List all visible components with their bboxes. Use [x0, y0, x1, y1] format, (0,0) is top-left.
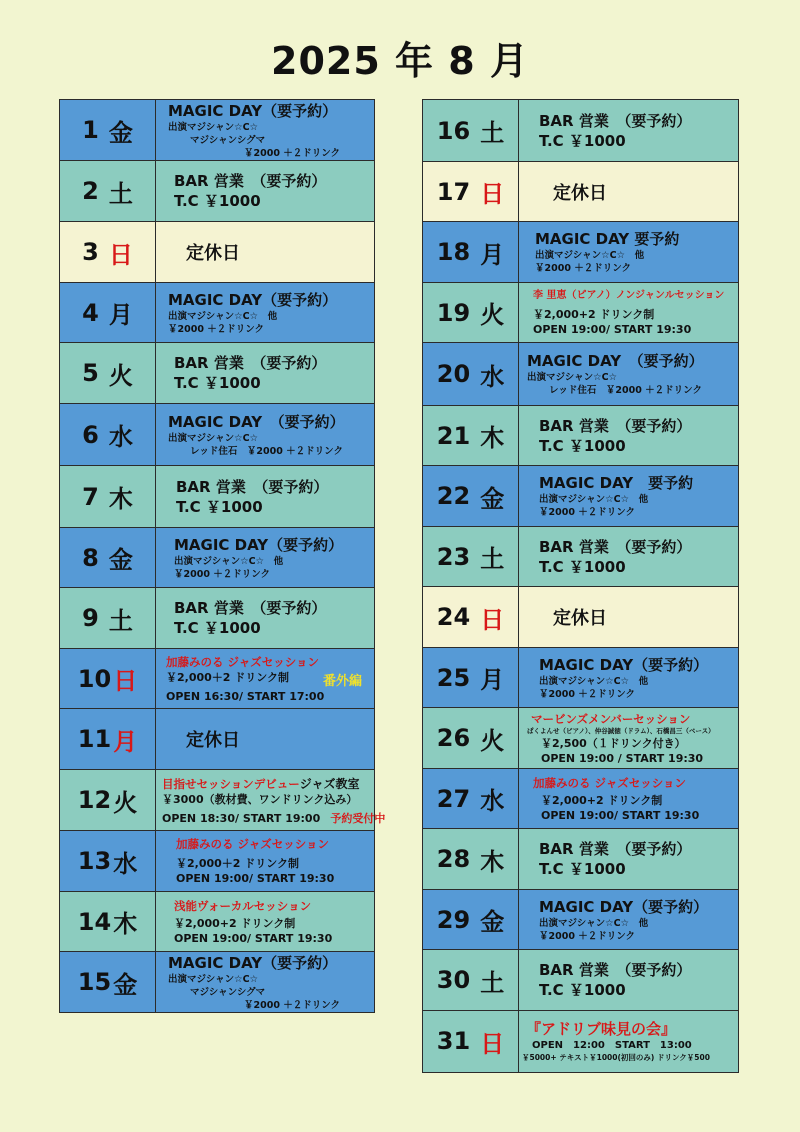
day-row-8 [59, 527, 375, 589]
date-cell [423, 708, 519, 768]
price-line: ￥2,000＋2 ドリンク制 [166, 670, 290, 684]
day-number: 21 [436, 421, 471, 450]
date-cell [60, 466, 156, 527]
day-row-26 [422, 707, 739, 769]
event-subtitle: ジャズ教室 [299, 777, 360, 791]
day-number: 31 [436, 1027, 471, 1055]
date-cell [60, 952, 156, 1012]
day-number: 25 [436, 663, 471, 692]
day-number: 9 [82, 604, 99, 632]
day-number: 16 [436, 116, 471, 145]
date-cell [423, 527, 519, 587]
day-number: 13 [77, 847, 112, 875]
closed-label: 定休日 [186, 243, 240, 264]
reservation-badge: 予約受付中 [330, 812, 386, 825]
page-title: 2025 年 8 月 [271, 39, 529, 83]
event-cell [519, 648, 738, 708]
event-title: BAR 営業 （要予約） [539, 416, 692, 435]
event-cell [519, 466, 738, 526]
event-cell [156, 892, 374, 952]
date-cell [423, 587, 519, 647]
price-line: T.C ￥1000 [539, 557, 626, 576]
schedule-column-right [422, 99, 739, 1071]
event-title: MAGIC DAY（要予約） [539, 897, 709, 916]
closed-label: 定休日 [186, 730, 240, 751]
day-number: 19 [436, 298, 471, 327]
weekday: 土 [480, 119, 505, 147]
special-badge: 番外編 [322, 673, 362, 689]
date-cell [60, 770, 156, 831]
event-cell [156, 649, 374, 709]
performer-line: 出演マジシャン☆C☆ [527, 372, 618, 383]
price-line: ￥2,000+2 ドリンク制 [533, 308, 655, 321]
time-line: OPEN 12:00 START 13:00 [532, 1039, 692, 1051]
price-line: ￥2000 ＋２ドリンク [244, 999, 341, 1011]
event-cell [519, 406, 738, 466]
price-line: ￥2000 ＋２ドリンク [539, 688, 636, 700]
day-number: 1 [82, 116, 99, 144]
members-line: ぱくよんせ（ピアノ）、仲谷誠徳（ドラム）、石橋昌三（ベース） [527, 726, 715, 735]
day-row-11 [59, 708, 375, 770]
day-row-23 [422, 526, 739, 588]
price-line: T.C ￥1000 [176, 497, 263, 516]
event-title: 『アドリブ味見の会』 [526, 1019, 677, 1038]
schedule-column-left [59, 99, 386, 1012]
time-line: OPEN 19:00/ START 19:30 [533, 323, 692, 336]
event-title: BAR 営業 （要予約） [174, 599, 327, 617]
performer-price-line: レッド住石 ￥2000 ＋２ドリンク [190, 445, 343, 457]
day-row-27 [422, 768, 739, 830]
weekday: 土 [108, 179, 133, 208]
day-row-1 [59, 99, 375, 161]
event-cell [156, 466, 374, 527]
event-title: 浅能ヴォーカルセッション [174, 898, 312, 913]
day-number: 5 [82, 359, 99, 387]
event-cell [156, 161, 374, 222]
performer-line: 出演マジシャン☆C☆ 他 [174, 555, 284, 567]
day-number: 12 [77, 786, 112, 814]
price-line: T.C ￥1000 [539, 436, 626, 455]
date-cell [60, 404, 156, 466]
price-line: ￥5000+ テキスト￥1000(初回のみ) ドリンク￥500 [522, 1052, 710, 1062]
date-cell [423, 162, 519, 222]
day-row-13 [59, 830, 375, 892]
weekday: 土 [480, 545, 505, 573]
weekday: 日 [108, 240, 133, 269]
date-cell [60, 343, 156, 403]
day-row-16 [422, 99, 739, 162]
date-cell [423, 343, 519, 405]
event-cell [519, 527, 738, 587]
time-line: OPEN 19:00/ START 19:30 [174, 931, 333, 945]
event-cell [519, 343, 738, 405]
day-number: 6 [82, 420, 99, 449]
day-number: 3 [82, 238, 99, 266]
day-number: 8 [82, 543, 99, 572]
event-title: BAR 営業 （要予約） [539, 111, 692, 130]
date-cell [60, 709, 156, 769]
event-cell [519, 587, 738, 647]
day-row-5 [59, 342, 375, 404]
event-cell [156, 770, 389, 831]
event-cell [519, 769, 738, 829]
day-row-6 [59, 403, 375, 467]
event-cell [519, 283, 738, 343]
event-cell [156, 588, 374, 648]
event-title: BAR 営業 （要予約） [174, 354, 327, 372]
day-number: 30 [436, 966, 471, 994]
price-line: ￥2,500（１ドリンク付き） [541, 736, 686, 750]
day-number: 11 [77, 725, 112, 753]
price-line: T.C ￥1000 [539, 981, 626, 999]
day-row-4 [59, 282, 375, 344]
event-cell [519, 1011, 738, 1072]
date-cell [423, 283, 519, 343]
day-row-24 [422, 586, 739, 648]
event-title: BAR 営業 （要予約） [539, 961, 692, 979]
day-row-14 [59, 891, 375, 953]
day-row-25 [422, 647, 739, 709]
event-cell [156, 343, 374, 403]
performer-price-line: レッド住石 ￥2000 ＋２ドリンク [549, 385, 702, 396]
performer-line: 出演マジシャン☆C☆ 他 [535, 250, 645, 261]
day-number: 23 [436, 542, 471, 571]
event-title: MAGIC DAY （要予約） [527, 352, 704, 370]
weekday: 水 [113, 849, 138, 878]
day-row-3 [59, 221, 375, 283]
event-title: BAR 営業 （要予約） [176, 477, 329, 496]
day-row-20 [422, 342, 739, 406]
date-cell [60, 222, 156, 282]
event-cell [156, 952, 374, 1012]
event-title: MAGIC DAY 要予約 [535, 230, 680, 248]
weekday: 木 [113, 910, 138, 938]
weekday: 金 [108, 118, 133, 147]
day-row-30 [422, 949, 739, 1011]
day-row-12 [59, 769, 386, 832]
day-row-28 [422, 828, 739, 890]
day-number: 10 [77, 664, 112, 693]
event-cell [156, 831, 374, 891]
weekday: 日 [480, 605, 505, 634]
event-title: 目指せセッションデビュー [162, 777, 300, 791]
day-number: 29 [436, 905, 471, 934]
event-cell [519, 162, 738, 222]
day-number: 17 [436, 177, 471, 206]
event-title: 李 里恵（ピアノ）ノンジャンルセッション [533, 290, 725, 301]
event-title: MAGIC DAY （要予約） [168, 412, 345, 431]
event-title: 加藤みのる ジャズセッション [166, 654, 320, 669]
weekday: 日 [480, 1029, 505, 1058]
time-line: OPEN 16:30/ START 17:00 [166, 689, 325, 703]
event-title: BAR 営業 （要予約） [539, 537, 692, 556]
time-line: OPEN 19:00/ START 19:30 [541, 808, 700, 822]
day-row-15 [59, 951, 375, 1013]
event-title: MAGIC DAY（要予約） [539, 655, 709, 674]
weekday: 金 [480, 908, 505, 936]
performer-line: 出演マジシャン☆C☆ 他 [539, 917, 649, 929]
day-row-2 [59, 160, 375, 223]
day-row-22 [422, 465, 739, 527]
day-number: 4 [82, 298, 99, 327]
performer-line: 出演マジシャン☆C☆ [168, 973, 259, 985]
weekday: 火 [480, 726, 505, 755]
day-number: 18 [436, 238, 471, 266]
price-line: T.C ￥1000 [174, 192, 261, 210]
event-title: MAGIC DAY（要予約） [174, 535, 344, 554]
weekday: 土 [480, 968, 505, 997]
date-cell [423, 100, 519, 161]
day-number: 2 [82, 177, 99, 205]
event-title: 加藤みのる ジャズセッション [176, 837, 330, 851]
day-number: 15 [77, 968, 112, 996]
price-line: ￥2000 ＋２ドリンク [168, 323, 265, 335]
weekday: 金 [108, 546, 133, 574]
closed-label: 定休日 [553, 182, 607, 204]
event-cell [519, 100, 738, 161]
day-number: 27 [436, 784, 471, 813]
event-cell [156, 528, 374, 588]
weekday: 木 [480, 424, 505, 452]
time-line: OPEN 19:00 / START 19:30 [541, 751, 704, 765]
date-cell [60, 892, 156, 952]
price-line: T.C ￥1000 [539, 131, 626, 150]
weekday: 木 [108, 485, 133, 513]
weekday: 日 [480, 180, 505, 208]
day-number: 7 [82, 482, 99, 511]
date-cell [60, 649, 156, 709]
price-line: ￥2000 ＋２ドリンク [539, 930, 636, 942]
day-row-7 [59, 465, 375, 528]
event-title: 加藤みのる ジャズセッション [533, 775, 687, 790]
event-cell [156, 222, 374, 282]
date-cell [423, 1011, 519, 1072]
weekday: 水 [480, 362, 505, 391]
day-row-17 [422, 161, 739, 223]
price-line: T.C ￥1000 [539, 860, 626, 878]
date-cell [60, 831, 156, 891]
weekday: 水 [108, 423, 133, 451]
price-line: T.C ￥1000 [174, 374, 261, 392]
date-cell [423, 890, 519, 950]
closed-label: 定休日 [553, 608, 607, 629]
price-line: T.C ￥1000 [174, 619, 261, 637]
day-number: 22 [436, 482, 471, 510]
weekday: 金 [480, 484, 505, 513]
date-cell [423, 466, 519, 526]
date-cell [60, 161, 156, 222]
date-cell [423, 769, 519, 829]
day-row-9 [59, 587, 375, 649]
event-cell [519, 708, 738, 768]
performer-line: 出演マジシャン☆C☆ [168, 121, 259, 133]
performer-line-2: マジシャンシグマ [190, 134, 266, 146]
time-line: OPEN 18:30/ START 19:00 [162, 812, 321, 825]
date-cell [60, 588, 156, 648]
day-row-19 [422, 282, 739, 344]
weekday: 火 [480, 301, 505, 329]
weekday: 月 [108, 301, 133, 329]
event-title: マービンズメンバーセッション [531, 711, 691, 726]
performer-line: 出演マジシャン☆C☆ 他 [168, 310, 278, 322]
price-line: ￥3000（教材費、ワンドリンク込み） [162, 793, 358, 806]
performer-line-2: マジシャンシグマ [190, 986, 266, 998]
event-title: MAGIC DAY 要予約 [539, 474, 694, 492]
weekday: 土 [108, 606, 133, 635]
performer-line: 出演マジシャン☆C☆ 他 [539, 675, 649, 687]
weekday: 月 [480, 240, 505, 269]
price-line: ￥2000 ＋２ドリンク [174, 568, 271, 580]
price-line: ￥2,000+2 ドリンク制 [541, 793, 663, 807]
price-line: ￥2000 ＋２ドリンク [539, 507, 636, 518]
day-row-21 [422, 405, 739, 467]
date-cell [423, 406, 519, 466]
day-number: 24 [436, 603, 471, 631]
date-cell [423, 950, 519, 1010]
price-line: ￥2,000+2 ドリンク制 [174, 916, 296, 930]
weekday: 金 [113, 970, 138, 999]
event-title: MAGIC DAY（要予約） [168, 290, 338, 309]
performer-line: 出演マジシャン☆C☆ 他 [539, 494, 649, 505]
event-cell [156, 404, 374, 466]
date-cell [423, 222, 519, 282]
weekday: 火 [108, 361, 133, 390]
event-cell [519, 950, 738, 1010]
weekday: 月 [113, 727, 138, 756]
day-number: 20 [436, 360, 471, 388]
event-cell [156, 709, 374, 769]
day-row-18 [422, 221, 739, 283]
time-line: OPEN 19:00/ START 19:30 [176, 872, 335, 885]
performer-line: 出演マジシャン☆C☆ [168, 432, 259, 444]
event-title: BAR 営業 （要予約） [539, 840, 692, 858]
weekday: 火 [113, 788, 138, 817]
date-cell [423, 829, 519, 889]
date-cell [60, 100, 156, 160]
event-cell [519, 222, 738, 282]
weekday: 木 [480, 847, 505, 876]
date-cell [60, 283, 156, 343]
day-row-31 [422, 1010, 739, 1073]
price-line: ￥2,000＋2 ドリンク制 [176, 857, 300, 870]
day-row-29 [422, 889, 739, 951]
weekday: 水 [480, 787, 505, 815]
event-title: MAGIC DAY（要予約） [168, 953, 338, 972]
date-cell [60, 528, 156, 588]
event-cell [156, 283, 374, 343]
event-title: MAGIC DAY（要予約） [168, 101, 338, 120]
weekday: 日 [113, 667, 138, 695]
event-title: BAR 営業 （要予約） [174, 172, 327, 190]
day-number: 14 [77, 907, 112, 936]
day-row-10 [59, 648, 375, 710]
event-cell [156, 100, 374, 160]
event-cell [519, 890, 738, 950]
price-line: ￥2000 ＋２ドリンク [535, 263, 632, 274]
day-number: 26 [436, 724, 471, 752]
price-line: ￥2000 ＋２ドリンク [244, 147, 341, 159]
day-number: 28 [436, 845, 471, 873]
date-cell [423, 648, 519, 708]
event-cell [519, 829, 738, 889]
weekday: 月 [480, 666, 505, 694]
